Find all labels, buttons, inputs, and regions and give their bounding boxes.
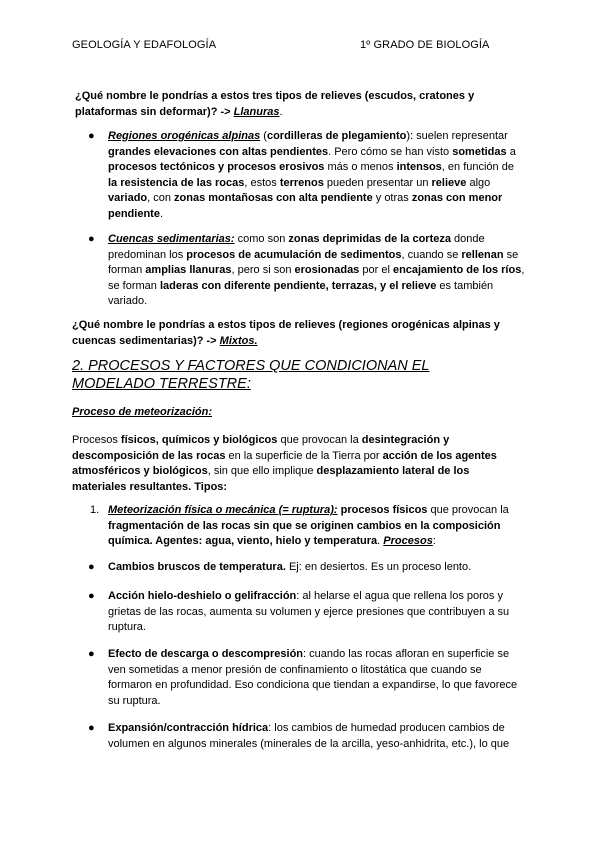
bullet-text: : cuando las rocas afloran en superficie se ven sometidas a menor presión de confinamiento o litostática que cuando se formaron en profundidad. Eso condiciona que tiendan a expandirse, lo que favorece su ruptura. <box>108 648 518 707</box>
text-run: : <box>432 535 436 547</box>
text-run: fragmentación de las rocas sin que se originen cambios en la composición química. Agentes: agua, viento, hielo y temperatura <box>108 519 501 547</box>
text-run: ( <box>260 130 267 142</box>
text-run: , pero si son <box>231 264 295 276</box>
text-run: amplias llanuras <box>145 264 232 276</box>
text-run: es también variado. <box>108 279 494 307</box>
text-run: , sin que ello implique <box>207 465 317 477</box>
text-run: que provocan la <box>277 434 362 446</box>
bullet-title: Cuencas sedimentarias: <box>108 233 235 245</box>
text-run: y otras <box>372 192 412 204</box>
text-run: intensos <box>396 161 442 173</box>
text-run: erosionadas <box>294 264 360 276</box>
text-run: . <box>159 207 164 220</box>
text-run: : <box>223 480 228 493</box>
text-run: se forman <box>108 248 519 276</box>
text-run: a <box>506 145 516 158</box>
text-run: algo <box>466 176 491 189</box>
numbered-item-physical-weathering <box>108 503 523 550</box>
bullet-pressure-release <box>108 647 526 709</box>
bullet-temperature-changes <box>108 560 526 576</box>
text-run: físicos, químicos y biológicos <box>120 434 278 446</box>
text-run: por el <box>359 264 393 276</box>
bullet-icon: ● <box>88 722 95 734</box>
bullet-hydric-expansion <box>108 721 523 752</box>
text-run: sometidas <box>452 145 507 158</box>
text-run: Procesos <box>383 535 433 547</box>
question-1-end: . <box>279 105 283 118</box>
bullet-title: Efecto de descarga o descompresión <box>108 648 304 660</box>
bullet-title: Acción hielo-deshielo o gelifracción <box>108 590 297 602</box>
question-2 <box>72 318 512 349</box>
question-2-answer: Mixtos. <box>219 334 258 347</box>
question-1-text: ¿Qué nombre le pondrías a estos tres tipos de relieves (escudos, cratones y plataformas sin deformar)? -> <box>75 90 475 118</box>
list-number: 1. <box>90 504 100 516</box>
text-run: variado <box>108 192 148 204</box>
text-run: grandes elevaciones con altas pendientes <box>108 145 329 158</box>
subsection-heading: Proceso de meteorización: <box>72 406 212 418</box>
text-run: zonas deprimidas de la corteza <box>288 233 451 245</box>
text-run: desplazamiento lateral de los materiales resultantes. Tipos <box>72 465 470 493</box>
text-run: , cuando se <box>401 248 462 261</box>
text-run: en la superficie de la Tierra por <box>225 449 383 462</box>
bullet-text: Ej: en desiertos. Es un proceso lento. <box>285 561 472 573</box>
bullet-text: : los cambios de humedad producen cambios de volumen en algunos minerales (minerales de la arcilla, yeso-anhidrita, etc.), lo que <box>108 722 510 750</box>
header-subject: GEOLOGÍA Y EDAFOLOGÍA <box>72 39 217 51</box>
text-run: procesos físicos <box>340 504 428 516</box>
text-run: . <box>377 535 384 547</box>
text-run: cordilleras de plegamiento <box>266 130 407 142</box>
text-run: acción de los agentes atmosféricos y biológicos <box>72 449 497 477</box>
text-run: , en función de <box>441 161 514 173</box>
text-run: , se forman <box>108 264 525 292</box>
question-1 <box>75 89 495 120</box>
item-title: Meteorización física o mecánica (= ruptura): <box>108 504 338 516</box>
bullet-title: Expansión/contracción hídrica <box>108 722 269 734</box>
text-run: más o menos <box>324 161 397 173</box>
text-run: la resistencia de las rocas <box>108 176 245 189</box>
text-run: desintegración y descomposición de las rocas <box>72 434 450 462</box>
text-run: que provocan la <box>427 504 509 516</box>
text-run: , estos <box>244 176 280 189</box>
text-run: . Pero cómo se han visto <box>328 145 453 158</box>
intro-paragraph <box>72 433 518 495</box>
text-run: relieve <box>431 176 467 189</box>
bullet-sedimentary-basins <box>108 232 526 310</box>
header-course: 1º GRADO DE BIOLOGÍA <box>360 39 490 51</box>
bullet-title: Regiones orogénicas alpinas <box>108 130 261 142</box>
bullet-title: Cambios bruscos de temperatura. <box>108 561 286 573</box>
text-run: terrenos <box>279 176 324 189</box>
bullet-text: : al helarse el agua que rellena los poros y grietas de las rocas, aumenta su volumen y ejerce presiones que contribuyen a su ruptura. <box>108 590 510 633</box>
bullet-frost-action <box>108 589 518 636</box>
text-run: procesos de acumulación de sedimentos <box>186 248 402 261</box>
text-run: zonas con menor pendiente <box>108 192 503 220</box>
text-run: rellenan <box>461 248 504 261</box>
text-run: Procesos <box>72 434 121 446</box>
text-run: donde predominan los <box>108 233 485 261</box>
text-run: procesos tectónicos y procesos erosivos <box>108 161 325 173</box>
bullet-orogenic-regions <box>108 129 526 222</box>
text-run: pueden presentar un <box>323 176 432 189</box>
bullet-icon: ● <box>88 561 95 573</box>
bullet-icon: ● <box>88 130 95 142</box>
question-2-text: ¿Qué nombre le pondrías a estos tipos de relieves (regiones orogénicas alpinas y cuencas sedimentarias)? -> <box>72 319 500 347</box>
bullet-icon: ● <box>88 590 95 602</box>
section-heading: 2. PROCESOS Y FACTORES QUE CONDICIONAN EL MODELADO TERRESTRE: <box>72 358 430 392</box>
text-run: , con <box>147 192 175 204</box>
text-run: encajamiento de los ríos <box>392 264 522 276</box>
question-1-answer: Llanuras <box>233 105 280 118</box>
text-run: zonas montañosas con alta pendiente <box>174 192 373 204</box>
text-run: como son <box>234 233 289 245</box>
text-run: ): suelen representar <box>406 130 508 142</box>
bullet-icon: ● <box>88 648 95 660</box>
text-run: laderas con diferente pendiente, terrazas, y el relieve <box>159 279 437 292</box>
bullet-icon: ● <box>88 233 95 245</box>
